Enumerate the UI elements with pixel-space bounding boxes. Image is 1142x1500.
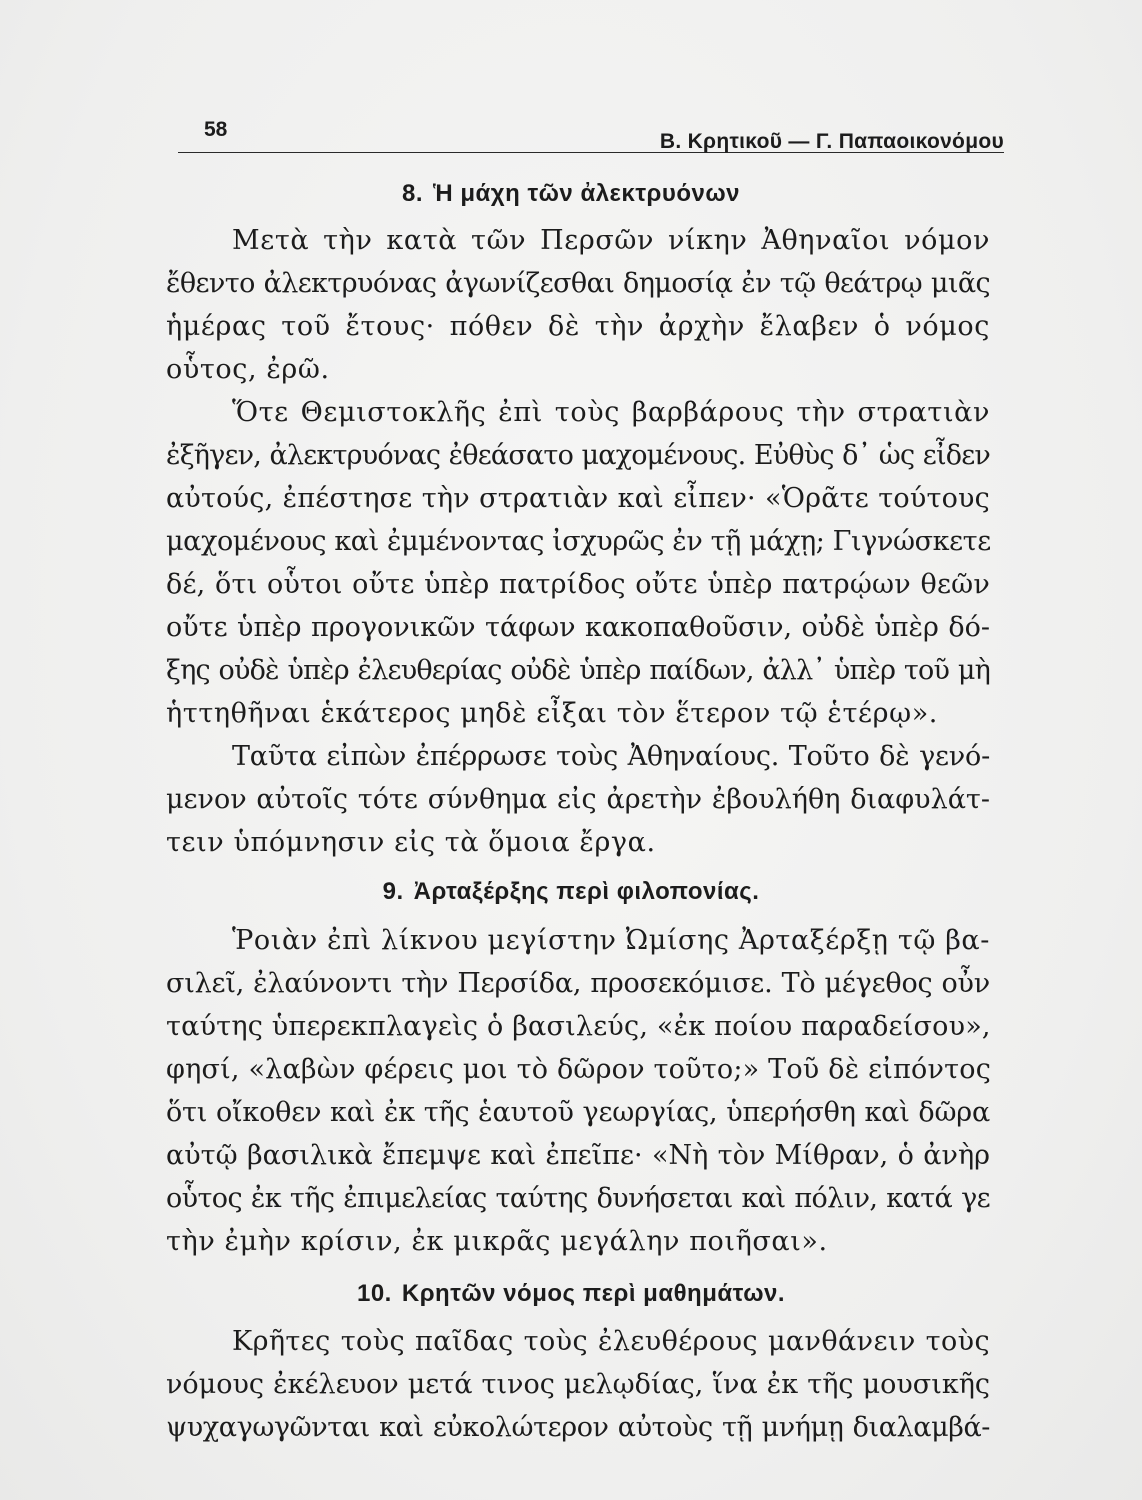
text-line: τὴν ἐμὴν κρίσιν, ἐκ μικρᾶς μεγάλην ποιῆσαι».: [166, 1226, 828, 1257]
section-heading: [0, 180, 1142, 208]
page-header: [178, 112, 1004, 153]
text-line: Μετὰ τὴν κατὰ τῶν Περσῶν νίκην Ἀθηναῖοι νόμον: [232, 225, 990, 256]
text-line: οὗτος ἐκ τῆς ἐπιμελείας ταύτης δυνήσεται καὶ πόλιν, κατά γε: [166, 1183, 990, 1214]
text-line: Ταῦτα εἰπὼν ἐπέρρωσε τοὺς Ἀθηναίους. Τοῦτο δὲ γενό-: [232, 741, 990, 772]
section-title: Ἡ μάχη τῶν ἀλεκτρυόνων: [433, 180, 740, 207]
text-line: ἔθεντο ἀλεκτρυόνας ἀγωνίζεσθαι δημοσίᾳ ἐν τῷ θεάτρῳ μιᾶς: [166, 268, 990, 299]
section-title: Ἀρταξέρξης περὶ φιλοπονίας.: [413, 878, 760, 905]
section-number: 10.: [356, 1280, 392, 1307]
text-line: δέ, ὅτι οὗτοι οὔτε ὑπὲρ πατρίδος οὔτε ὑπὲρ πατρῴων θεῶν: [166, 569, 990, 600]
text-line: αὐτῷ βασιλικὰ ἔπεμψε καὶ ἐπεῖπε· «Νὴ τὸν Μίθραν, ὁ ἀνὴρ: [166, 1140, 990, 1171]
text-line: τειν ὑπόμνησιν εἰς τὰ ὅμοια ἔργα.: [166, 827, 656, 858]
text-line: φησί, «λαβὼν φέρεις μοι τὸ δῶρον τοῦτο;» Τοῦ δὲ εἰπόντος: [166, 1054, 992, 1085]
text-line: ξης οὐδὲ ὑπὲρ ἐλευθερίας οὐδὲ ὑπὲρ παίδων, ἀλλ᾽ ὑπὲρ τοῦ μὴ: [166, 655, 990, 686]
text-line: ἐξῆγεν, ἀλεκτρυόνας ἐθεάσατο μαχομένους. Εὐθὺς δ᾽ ὡς εἶδεν: [166, 440, 990, 471]
section-heading: [0, 878, 1142, 906]
text-line: ὅτι οἴκοθεν καὶ ἐκ τῆς ἑαυτοῦ γεωργίας, ὑπερήσθη καὶ δῶρα: [166, 1097, 990, 1128]
text-line: αὐτούς, ἐπέστησε τὴν στρατιὰν καὶ εἶπεν· «Ὁρᾶτε τούτους: [166, 483, 990, 514]
running-head: Β. Κρητικοῦ — Γ. Παπαοικονόμου: [659, 130, 1004, 153]
text-line: ἡττηθῆναι ἑκάτερος μηδὲ εἶξαι τὸν ἕτερον τῷ ἑτέρῳ».: [166, 698, 938, 729]
text-line: Ὅτε Θεμιστοκλῆς ἐπὶ τοὺς βαρβάρους τὴν στρατιὰν: [232, 397, 990, 428]
text-line: ταύτης ὑπερεκπλαγεὶς ὁ βασιλεύς, «ἐκ ποίου παραδείσου»,: [166, 1011, 991, 1042]
text-line: ἡμέρας τοῦ ἔτους· πόθεν δὲ τὴν ἀρχὴν ἔλαβεν ὁ νόμος: [166, 311, 990, 342]
page-number: 58: [204, 118, 228, 141]
text-line: Κρῆτες τοὺς παῖδας τοὺς ἐλευθέρους μανθάνειν τοὺς: [232, 1326, 990, 1357]
text-line: σιλεῖ, ἐλαύνοντι τὴν Περσίδα, προσεκόμισε. Τὸ μέγεθος οὖν: [166, 968, 990, 999]
text-line: μενον αὐτοῖς τότε σύνθημα εἰς ἀρετὴν ἐβουλήθη διαφυλάτ-: [166, 784, 990, 815]
section-heading: [0, 1280, 1142, 1308]
section-title: Κρητῶν νόμος περὶ μαθημάτων.: [401, 1280, 785, 1307]
text-line: οὗτος, ἐρῶ.: [166, 354, 330, 385]
text-line: μαχομένους καὶ ἐμμένοντας ἰσχυρῶς ἐν τῇ μάχῃ; Γιγνώσκετε: [166, 526, 991, 557]
text-line: νόμους ἐκέλευον μετά τινος μελῳδίας, ἵνα ἐκ τῆς μουσικῆς: [166, 1369, 990, 1400]
text-line: Ῥοιὰν ἐπὶ λίκνου μεγίστην Ὠμίσης Ἀρταξέρξῃ τῷ βα-: [232, 925, 990, 956]
section-number: 8.: [402, 180, 424, 207]
text-line: οὔτε ὑπὲρ προγονικῶν τάφων κακοπαθοῦσιν, οὐδὲ ὑπὲρ δό-: [166, 612, 990, 643]
section-number: 9.: [382, 878, 404, 905]
text-line: ψυχαγωγῶνται καὶ εὐκολώτερον αὐτοὺς τῇ μνήμῃ διαλαμβά-: [166, 1412, 990, 1443]
